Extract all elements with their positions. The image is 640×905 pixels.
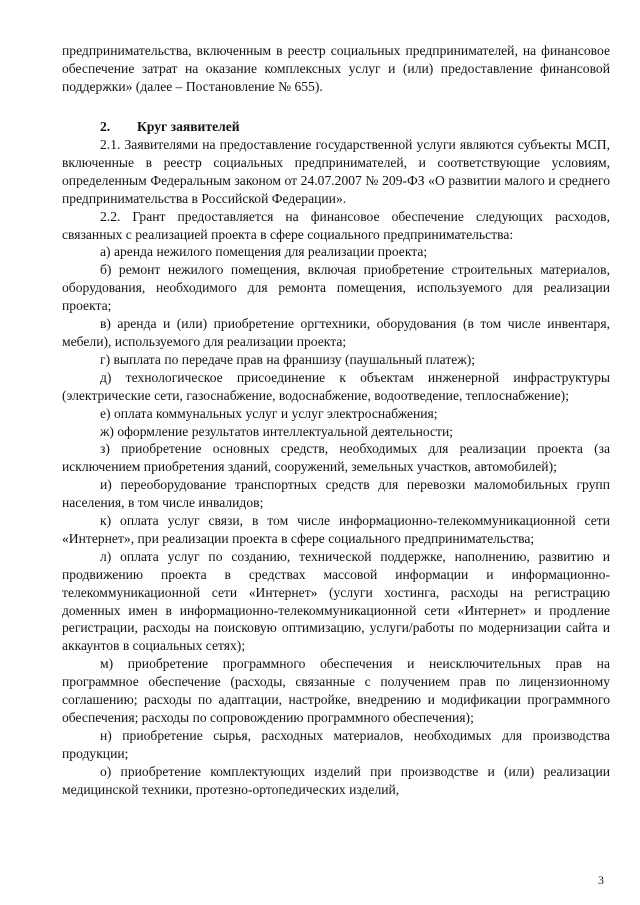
intro-text-block (62, 42, 610, 96)
list-item-g: г) выплата по передаче прав на франшизу (паушальный платеж); (100, 351, 476, 367)
list-item-b: б) ремонт нежилого помещения, включая приобретение строительных материалов, оборудования, необходимого для ремонта помещения, используемого для реализации проекта; (62, 262, 610, 314)
paragraph-2-1: 2.1. Заявителями на предоставление государственной услуги являются субъекты МСП, включенные в реестр социальных предпринимателей, и соответствующие условиям, определенным Федеральным законом от 24.07.2007 № 209-ФЗ «О развитии малого и среднего предпринимательства в Российской Федерации». (62, 137, 610, 206)
list-item-i: и) переоборудование транспортных средств для перевозки маломобильных групп населения, в том числе инвалидов; (62, 477, 610, 511)
list-item-z: з) приобретение основных средств, необходимых для реализации проекта (за исключением приобретения зданий, сооружений, земельных участков, автомобилей); (62, 441, 610, 475)
list-item-k: к) оплата услуг связи, в том числе информационно-телекоммуникационной сети «Интернет», при реализации проекта в сфере социального предпринимательства; (62, 513, 610, 546)
section-heading (62, 118, 610, 136)
section-number: 2. (100, 119, 111, 134)
page-number: 3 (598, 873, 604, 887)
section-title: Круг заявителей (137, 119, 240, 134)
list-item-e: е) оплата коммунальных услуг и услуг электроснабжения; (100, 405, 438, 421)
list-item-zh: ж) оформление результатов интеллектуальной деятельности; (100, 423, 454, 439)
list-item-v: в) аренда и (или) приобретение оргтехники, оборудования (в том числе инвентаря, мебели), используемого для реализации проекта; (62, 316, 610, 349)
list-item-a: а) аренда нежилого помещения для реализации проекта; (100, 244, 428, 260)
list-item-d: д) технологическое присоединение к объектам инженерной инфраструктуры (электрические сети, газоснабжение, водоснабжение, водоотведение, теплоснабжение); (62, 369, 610, 403)
list-item-m: м) приобретение программного обеспечения и неисключительных прав на программное обеспечение (расходы, связанные с получением прав по лицензионному соглашению; расходы по адаптации, настройке, внедрению и модификации программного обеспечения; расходы по сопровождению программного обеспечения); (62, 656, 610, 725)
intro-paragraph: предпринимательства, включенным в реестр социальных предпринимателей, на финансовое обеспечение затрат на оказание комплексных услуг и (или) предоставление финансовой поддержки» (далее – Постановление № 655). (62, 43, 610, 94)
list-item-o: о) приобретение комплектующих изделий при производстве и (или) реализации медицинской техники, протезно-ортопедических изделий, (62, 763, 610, 797)
section-body (62, 136, 610, 799)
paragraph-2-2: 2.2. Грант предоставляется на финансовое обеспечение следующих расходов, связанных с реализацией проекта в сфере социального предпринимательства: (62, 208, 610, 242)
list-item-l: л) оплата услуг по созданию, технической поддержке, наполнению, развитию и продвижению проекта в средствах массовой информации и информационно-телекоммуникационной сети «Интернет» (услуги хостинга, расходы на регистрацию доменных имен в информационно-телекоммуникационной сети «Интернет» и продление регистрации, расходы на поисковую оптимизацию, услуги/работы по модернизации сайта и аккаунтов в социальных сетях); (62, 548, 610, 654)
list-item-n: н) приобретение сырья, расходных материалов, необходимых для производства продукции; (62, 727, 610, 761)
